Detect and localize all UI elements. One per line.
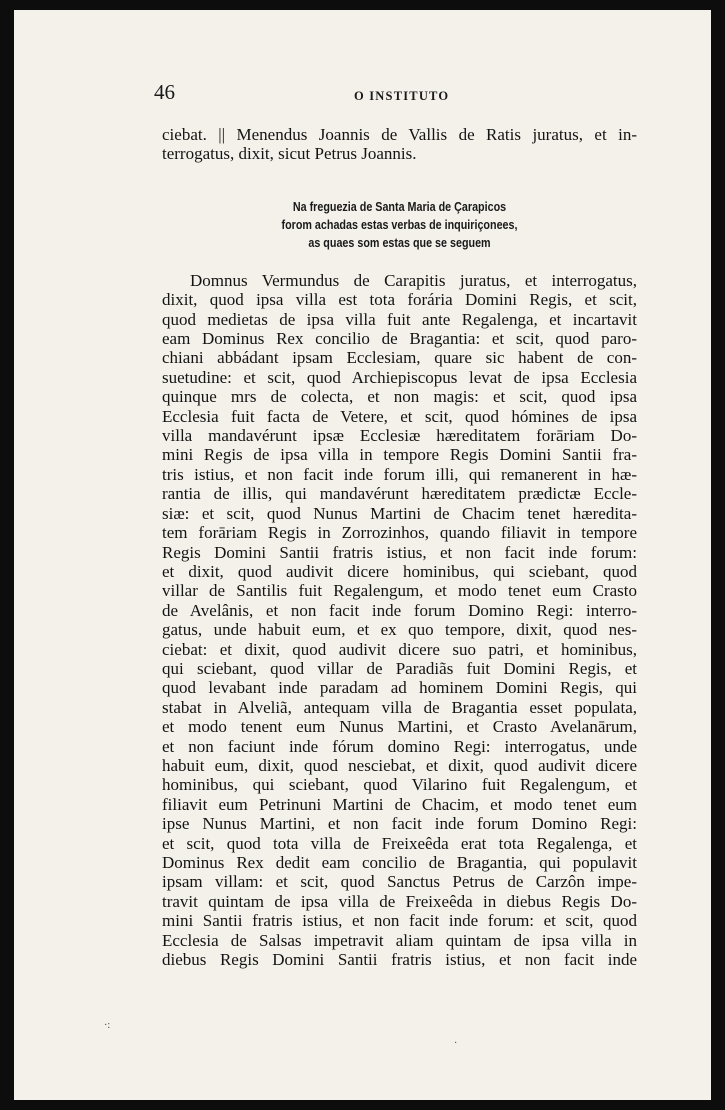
text-line: de Avelânis, et non facit inde forum Domino Regi: interro- — [162, 600, 637, 620]
text-line: ciebat: et dixit, quod audivit dicere suo patri, et hominibus, — [162, 639, 637, 659]
text-line: et modo tenent eum Nunus Martini, et Crasto Avelanārum, — [162, 717, 637, 737]
book-page — [14, 10, 711, 1100]
text-line: siæ: et scit, quod Nunus Martini de Chacim tenet hæredita- — [162, 503, 637, 523]
text-line: quinque mrs de colecta, et non magis: et scit, quod ipsa — [162, 387, 637, 407]
text-line: eam Dominus Rex concilio de Bragantia: et scit, quod paro- — [162, 329, 637, 349]
text-line: tem forāriam Regis in Zorrozinhos, quando filiavit in tempore — [162, 523, 637, 543]
text-line: terrogatus, dixit, sicut Petrus Joannis. — [162, 144, 417, 164]
page-number: 46 — [154, 80, 175, 104]
running-head — [154, 80, 654, 110]
text-line: mini Santii fratris istius, et non facit inde forum: et scit, quod — [162, 911, 637, 931]
text-line: suetudine: et scit, quod Archiepiscopus levat de ipsa Ecclesia — [162, 367, 637, 387]
text-line: et non faciunt inde fórum domino Regi: interrogatus, unde — [162, 736, 637, 756]
text-line: stabat in Alveliã, antequam villa de Bragantia esset populata, — [162, 697, 637, 717]
text-line: travit quintam de ipsa villa de Freixeêda in diebus Regis Do- — [162, 891, 637, 911]
text-line: qui sciebant, quod villar de Paradiãs fuit Domini Regis, et — [162, 658, 637, 678]
text-line: hominibus, qui sciebant, quod Vilarino fuit Regalengum, et — [162, 775, 637, 795]
text-line: habuit eum, dixit, quod nesciebat, et dixit, quod audivit dicere — [162, 755, 637, 775]
ink-speck: ·: — [104, 1020, 111, 1031]
intro-paragraph — [162, 125, 637, 164]
text-line: Dominus Rex dedit eam concilio de Bragantia, qui populavit — [162, 853, 637, 872]
text-line: et dixit, quod audivit dicere hominibus, qui sciebant, quod — [162, 561, 637, 581]
heading-line: forom achadas estas verbas de inquiriçonees, — [281, 217, 518, 232]
text-line: Ecclesia de Salsas impetravit aliam quintam de ipsa villa in — [162, 930, 637, 950]
text-line: et scit, quod tota villa de Freixeêda erat tota Regalenga, et — [162, 833, 637, 853]
ink-speck: · — [454, 1038, 458, 1049]
text-line: gatus, unde habuit eum, et ex quo tempore, dixit, quod nes- — [162, 620, 637, 640]
text-line: villar de Santilis fuit Regalengum, et modo tenet eum Crasto — [162, 581, 637, 601]
text-line: Domnus Vermundus de Carapitis juratus, et interrogatus, — [190, 270, 637, 290]
text-line: villa mandavérunt ipsæ Ecclesiæ hæreditatem forāriam Do- — [162, 426, 637, 446]
body-paragraph — [162, 271, 637, 970]
text-line: rantia de illis, qui mandavérunt hæreditatem prædictæ Eccle- — [162, 484, 637, 504]
text-line: quod medietas de ipsa villa fuit ante Regalenga, et incartavit — [162, 309, 637, 329]
heading-line: as quaes som estas que se seguem — [308, 235, 491, 250]
text-line: Ecclesia fuit facta de Vetere, et scit, quod hómines de ipsa — [162, 406, 637, 426]
text-line: Regis Domini Santii fratris istius, et non facit inde forum: — [162, 542, 637, 562]
text-line: mini Regis de ipsa villa in tempore Regis Domini Santii fra- — [162, 445, 637, 465]
text-block — [162, 125, 637, 969]
text-line: chiani abbádant ipsam Ecclesiam, quare sic habent de con- — [162, 348, 637, 368]
text-line: dixit, quod ipsa villa est tota forária Domini Regis, et scit, — [162, 290, 637, 310]
section-heading — [195, 198, 604, 252]
text-line: ipsam villam: et scit, quod Sanctus Petrus de Carzôn impe- — [162, 872, 637, 892]
journal-title: O INSTITUTO — [354, 89, 450, 103]
text-line: ipse Nunus Martini, et non facit inde forum Domino Regi: — [162, 814, 637, 834]
text-line: diebus Regis Domini Santii fratris istius, et non facit inde — [162, 950, 637, 970]
text-line: ciebat. || Menendus Joannis de Vallis de Ratis juratus, et in- — [162, 125, 637, 144]
text-line: filiavit eum Petrinuni Martini de Chacim, et modo tenet eum — [162, 794, 637, 814]
text-line: quod levabant inde paradam ad hominem Domini Regis, qui — [162, 678, 637, 698]
text-line: tris istius, et non facit inde forum illi, qui remanerent in hæ- — [162, 464, 637, 484]
heading-line: Na freguezia de Santa Maria de Çarapicos — [292, 199, 507, 214]
